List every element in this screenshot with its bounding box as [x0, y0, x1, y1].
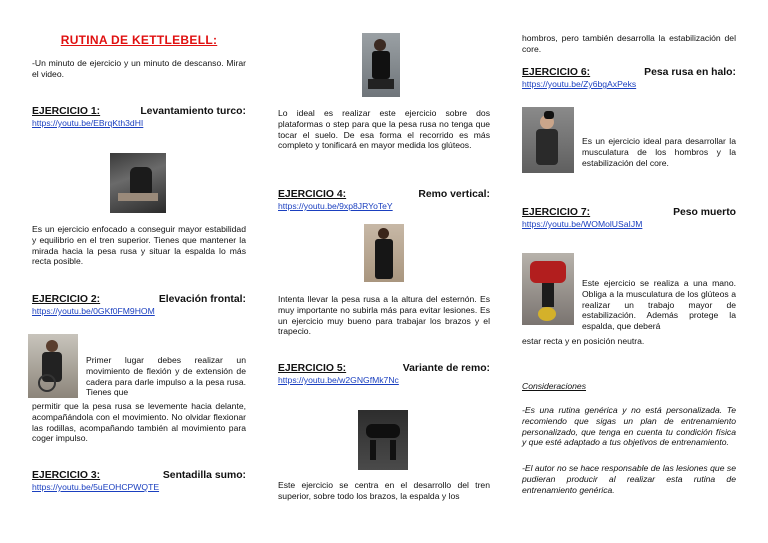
exercise-2-text: permitir que la pesa rusa se levemente hacia delante, acompañándola con el movimiento. No olvidar flexionar las rodillas, acompañando también al movimiento para coger impulso. — [32, 401, 246, 444]
exercise-number: EJERCICIO 1: — [32, 106, 101, 117]
exercise-4-image — [364, 224, 404, 282]
exercise-number: EJERCICIO 3: — [32, 470, 101, 481]
exercise-name: Elevación frontal: — [158, 294, 246, 305]
exercise-name: Remo vertical: — [418, 189, 490, 200]
considerations-paragraph-1: -Es una rutina genérica y no está personalizada. Te recomiendo que sigas un plan de entrenamiento personalizado, que tenga en cuenta tu condición física y que esté adaptado a tus objetivos de entrenamiento. — [522, 405, 736, 448]
exercise-name: Variante de remo: — [402, 363, 490, 374]
considerations-title: Consideraciones — [522, 381, 587, 391]
exercise-number: EJERCICIO 2: — [32, 294, 101, 305]
intro-text: -Un minuto de ejercicio y un minuto de descanso. Mirar el video. — [32, 58, 246, 79]
exercise-6-video-link[interactable]: https://youtu.be/Zy6bgAxPeks — [522, 79, 637, 89]
exercise-7-text: estar recta y en posición neutra. — [522, 336, 645, 346]
exercise-number: EJERCICIO 5: — [278, 363, 347, 374]
exercise-number: EJERCICIO 7: — [522, 207, 591, 218]
exercise-7-heading — [522, 207, 736, 230]
exercise-2-text-side: Primer lugar debes realizar un movimiento de flexión y de extensión de cadera para darle impulso a la pesa rusa. Tienes que — [86, 355, 246, 398]
exercise-4-text: Intenta llevar la pesa rusa a la altura del esternón. Es muy importante no subirla más para evitar lesiones. Es un ejercicio muy bueno para trabajar los brazos y el trapecio. — [278, 294, 490, 337]
exercise-3-heading — [32, 470, 246, 493]
exercise-1-heading — [32, 106, 246, 129]
exercise-5-image — [358, 410, 408, 470]
exercise-5-heading — [278, 363, 490, 386]
exercise-2-video-link[interactable]: https://youtu.be/0GKf0FM9HOM — [32, 306, 155, 316]
exercise-number: EJERCICIO 6: — [522, 67, 591, 78]
exercise-1-text: Es un ejercicio enfocado a conseguir mayor estabilidad y equilibrio en el tren superior. Tienes que mantener la mirada hacia la pesa rusa y situar la espalda lo más recta posible. — [32, 224, 246, 267]
exercise-6-text: Es un ejercicio ideal para desarrollar la musculatura de los hombros y la estabilización del core. — [582, 136, 736, 168]
exercise-5-text-continued: hombros, pero también desarrolla la estabilización del core. — [522, 33, 736, 54]
exercise-7-text-side: Este ejercicio se realiza a una mano. Obliga a la musculatura de los glúteos a realizar un trabajo mayor de estabilización. Además protege la espalda, que deberá — [582, 278, 736, 332]
exercise-3-video-link[interactable]: https://youtu.be/5uEOHCPWQTE — [32, 482, 160, 492]
exercise-1-video-link[interactable]: https://youtu.be/EBrqKth3dHI — [32, 118, 144, 128]
exercise-1-image — [110, 153, 166, 213]
exercise-name: Peso muerto — [673, 207, 736, 218]
exercise-3-image — [362, 33, 400, 97]
exercise-4-video-link[interactable]: https://youtu.be/9xp8JRYoTeY — [278, 201, 393, 211]
exercise-6-image — [522, 107, 574, 173]
considerations-paragraph-2: -El autor no se hace responsable de las lesiones que se pudieran producir al realizar esta rutina de entrenamiento genérica. — [522, 463, 736, 495]
exercise-name: Pesa rusa en halo: — [644, 67, 736, 78]
exercise-name: Levantamiento turco: — [140, 106, 246, 117]
exercise-3-text: Lo ideal es realizar este ejercicio sobre dos plataformas o step para que la pesa rusa no tenga que tocar el suelo. De esa forma el recorrido es más completo y tonificará en mayor medida los glúteos. — [278, 108, 490, 151]
exercise-name: Sentadilla sumo: — [162, 470, 246, 481]
exercise-5-text: Este ejercicio se centra en el desarrollo del tren superior, sobre todo los brazos, la espalda y los — [278, 480, 490, 501]
exercise-5-video-link[interactable]: https://youtu.be/w2GNGfMk7Nc — [278, 375, 399, 385]
exercise-2-image — [28, 334, 78, 398]
page-title: RUTINA DE KETTLEBELL: — [60, 33, 218, 47]
exercise-2-heading — [32, 294, 246, 317]
exercise-4-heading — [278, 189, 490, 212]
exercise-7-image — [522, 253, 574, 325]
exercise-6-heading — [522, 67, 736, 90]
exercise-number: EJERCICIO 4: — [278, 189, 347, 200]
exercise-7-video-link[interactable]: https://youtu.be/WOMolUSaIJM — [522, 219, 643, 229]
